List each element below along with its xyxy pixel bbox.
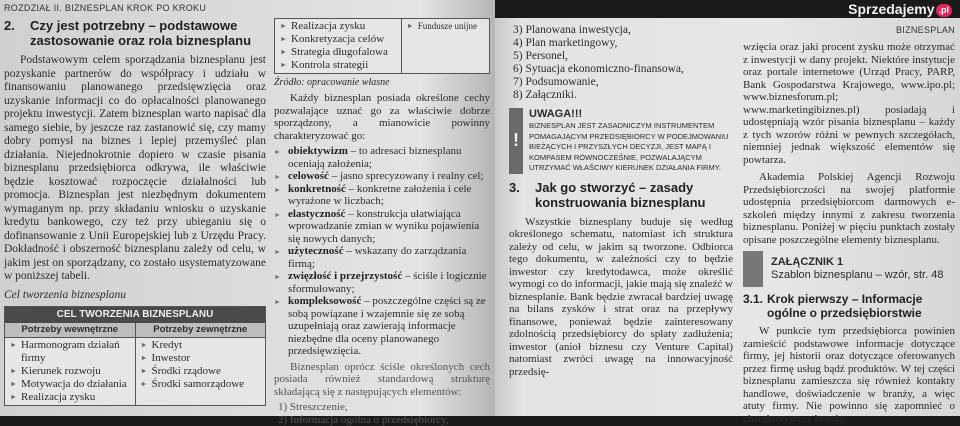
- section-3-1-paragraph: W punkcie tym przedsiębiorca powinien zamieścić podstawowe informacje dotyczące firmy, jej historii oraz dotyczące oferowanych przez firmę usług bądź produktów. W tej części biznesplanu zamieszcza się również kontakty handlowe, doświadczenie w branży, a więc atuty firmy. Nie powinno się zapomnieć o charakterystyce branży,: [743, 325, 955, 425]
- exclamation-icon: !: [509, 108, 523, 174]
- features-list: [274, 145, 490, 358]
- right-page: [495, 18, 960, 425]
- goals-table-continued: ► Realizacja zysku ► Konkretyzacja celów ► Strategia długofalowa ► Kontrola strategii ► Fundusze unijne: [274, 18, 490, 74]
- attachment-note: ZAŁĄCZNIK 1 Szablon biznesplanu – wzór, str. 48: [743, 251, 955, 287]
- feature-item: ► obiektywizm – to adresaci biznesplanu oceniają założenia;: [274, 145, 490, 170]
- structure-intro: Biznesplan oprócz ściśle określonych cech posiada również standardową strukturę składającą się z następujących elementów:: [274, 360, 490, 398]
- table-headers: Potrzeby wewnętrzne Potrzeby zewnętrzne: [5, 323, 265, 338]
- structure-list-continued: 3) Planowana inwestycja, 4) Plan marketingowy, 5) Personel, 6) Sytuacja ekonomiczno-finansowa, 7) Podsumowanie, 8) Załączniki.: [513, 24, 684, 101]
- col2-paragraph-2: Akademia Polskiej Agencji Rozwoju Przedsiębiorczości na swojej platformie udostępnia przedsiębiorcom darmowych e-szkoleń między innymi z zakresu tworzenia biznesplanu. Poniżej w pięciu punktach zostały opisane poszczególne elementy biznesplanu.: [743, 171, 955, 246]
- left-column-2: [274, 18, 490, 426]
- warning-box: ! UWAGA!!! BIZNESPLAN JEST ZASADNICZYM INSTRUMENTEM POMAGAJĄCYM PRZEDSIĘBIORCY W PODEJMOWANIU BIEŻĄCYCH I PRZYSZŁYCH DECYZJI, JEST MAPĄ I KOMPASEM RÓWNOCZEŚNIE, POZWALAJĄCYM UTRZYMAĆ WŁAŚCIWY KIERUNEK DZIAŁANIA FIRMY.: [509, 108, 733, 174]
- right-column-1: [509, 24, 733, 378]
- features-intro: Każdy biznesplan posiada określone cechy pozwalające uznać go za właściwie dobrze sporządzony, a mianowicie powinny charakteryzować go:: [274, 92, 490, 142]
- section-3-1-heading: 3.1. Krok pierwszy – Informacje ogólne o przedsiębiorstwie: [743, 292, 923, 320]
- table-title: CEL TWORZENIA BIZNESPLANU: [5, 307, 265, 323]
- feature-item: ► użyteczność – wskazany do zarządzania firmą;: [274, 245, 490, 270]
- feature-item: ► elastyczność – konstrukcja ułatwiająca wprowadzanie zmian w wyniku pojawienia się nowych danych;: [274, 208, 490, 246]
- section-3-heading: 3. Jak go stworzyć – zasady konstruowania biznesplanu: [509, 179, 706, 210]
- running-head-right: BIZNESPLAN: [895, 25, 955, 35]
- running-head: ROZDZIAŁ II. BIZNESPLAN KROK PO KROKU: [4, 3, 207, 13]
- feature-item: ► celowość – jasno sprecyzowany i realny cel;: [274, 170, 490, 183]
- feature-item: ► kompleksowość – poszczególne części są ze sobą powiązane i wzajemnie się ze sobą uzupełniają oraz zawierają informacje niezbędne dla oceny planowanego przedsięwzięcia.: [274, 295, 490, 358]
- structure-list-start: 1) Streszczenie, 2) Informacja ogólna o przedsiębiorcy,: [278, 401, 449, 426]
- external-needs: ► Kredyt ► Inwestor ► Środki rządowe ► Środki samorządowe: [136, 338, 266, 405]
- right-column-2: [743, 24, 955, 425]
- feature-item: ► zwięzłość i przejrzystość – ściśle i logicznie sformułowany;: [274, 270, 490, 295]
- section-3-paragraph: Wszystkie biznesplany buduje się według określonego schematu, natomiast ich struktura zależy od celu, w jakim są tworzone. Odbiorca tego dokumentu, w zależności czy to będzie inwestor czy kredytodawca, może określić wymogi co do informacji, jakie mają się znaleźć w biznesplanie. Bank będzie zwracał bardziej uwagę na bilans zysków i strat oraz na przepływy finansowe, ponieważ będzie zainteresowany zdolnością przedsiębiorcy do spłaty zadłużenia; inwestor (anioł biznesu czy Venture Capital) natomiast zwróci uwagę na innowacyjność przedsię-: [509, 215, 733, 378]
- internal-needs: ► Harmonogram działań firmy ► Kierunek rozwoju ► Motywacja do działania ► Realizacja zysku: [5, 338, 136, 405]
- col2-paragraph-1: wzięcia oraz jaki procent zysku może otrzymać z inwestycji w dany projekt. Niektóre instytucje oraz portale internetowe (Urząd Pracy, PARP, Bank Gospodarstwa Krajowego, www.ipo.pl; www.biznesforum.pl; www.marketingibiznes.pl) posiadają i udostępniają wzór pisania biznesplanu – każdy z tych wzorów różni w pewnych szczegółach, niemniej jednak większość elementów się powtarza.: [743, 41, 955, 166]
- goals-table: [4, 306, 266, 406]
- left-column-1: [4, 2, 266, 406]
- section-2-heading: 2. Czy jest potrzebny – podstawowe zastosowanie oraz rola biznesplanu: [4, 18, 252, 48]
- watermark-logo: Sprzedajemy .pl: [848, 0, 952, 18]
- table-caption: Cel tworzenia biznesplanu: [4, 288, 127, 301]
- paperclip-icon: [743, 251, 763, 287]
- table-source: Źródło: opracowanie własne: [274, 77, 390, 88]
- feature-item: ► konkretność – konkretne założenia i cele wyrażone w liczbach;: [274, 183, 490, 208]
- intro-paragraph: Podstawowym celem sporządzania biznesplanu jest pozyskanie partnerów do współpracy i udziału w finansowaniu planowanego przedsięwzięcia oraz uzyskanie informacji co do opłacalności planowanego projektu inwestycji. Zatem biznesplan warto napisać dla samego siebie, by jeszcze raz zastanowić się, czy mamy dobry pomysł na biznes i lepiej przemyśleć plan działania. Niejednokrotnie dopiero w czasie pisania biznesplanu przedsiębiorca odkrywa, ile właściwie będzie kosztować rozpoczęcie działalności lub promocja. Biznesplan jest niezbędnym dokumentem wymaganym np. przy składaniu wniosku o uzyskanie kredytu bankowego, czy też przy ubieganiu się o dofinansowanie z Unii Europejskiej lub z Urzędu Pracy. Dokładność i obszerność biznesplanu zależy od celu, w jakim jest on sporządzany, co zostało usystematyzowane w poniższej tabeli.: [4, 54, 266, 282]
